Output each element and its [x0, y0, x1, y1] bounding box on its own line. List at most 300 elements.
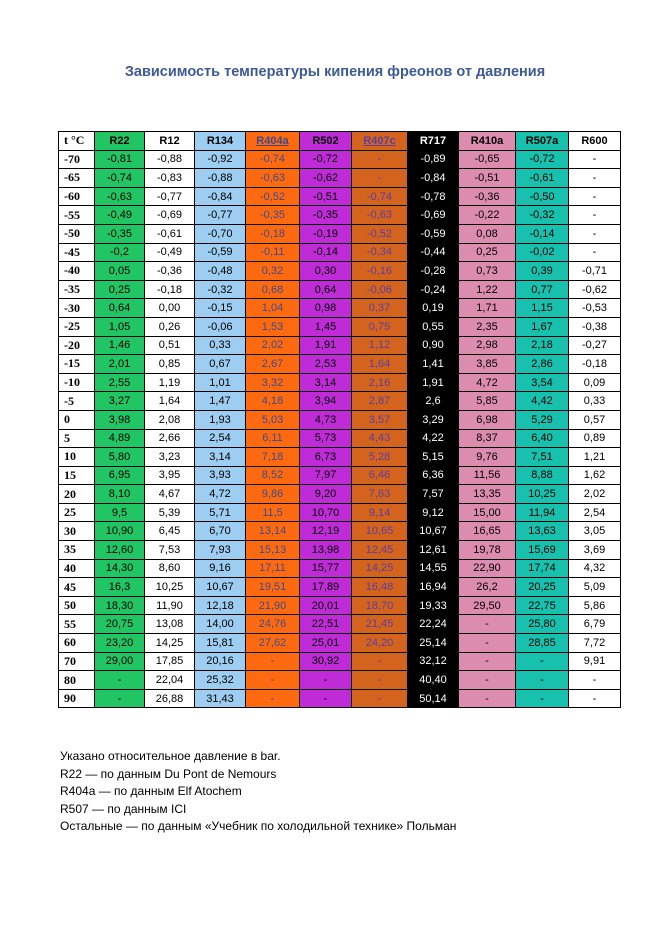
pressure-cell-r410a: 22,90	[459, 559, 516, 578]
pressure-cell-r404a: 24,76	[246, 615, 300, 634]
pressure-cell-r717: 4,22	[408, 429, 459, 448]
pressure-cell-r407c: 2,16	[352, 373, 408, 392]
pressure-cell-r404a: 17,11	[246, 559, 300, 578]
pressure-cell-r502: 12,19	[300, 522, 352, 541]
pressure-cell-r717: -0,24	[408, 280, 459, 299]
pressure-cell-r12: 26,88	[145, 689, 195, 708]
table-row	[59, 317, 621, 336]
pressure-cell-r502: 5,73	[300, 429, 352, 448]
pressure-cell-r502: -0,14	[300, 243, 352, 262]
temperature-cell: 0	[59, 410, 95, 429]
pressure-cell-r22: -0,49	[95, 206, 145, 225]
pressure-cell-r717: 25,14	[408, 634, 459, 653]
temperature-cell: -15	[59, 355, 95, 374]
temperature-cell: 70	[59, 652, 95, 671]
temperature-cell: -35	[59, 280, 95, 299]
pressure-cell-r22: 6,95	[95, 466, 145, 485]
pressure-cell-r134: -0,15	[195, 299, 246, 318]
pressure-cell-r407c: 5,28	[352, 448, 408, 467]
pressure-cell-r22: 1,46	[95, 336, 145, 355]
table-row	[59, 206, 621, 225]
pressure-cell-r12: 1,19	[145, 373, 195, 392]
pressure-cell-r12: 11,90	[145, 596, 195, 615]
table-row	[59, 466, 621, 485]
pressure-cell-r404a: 5,03	[246, 410, 300, 429]
pressure-cell-r502: 9,20	[300, 485, 352, 504]
pressure-cell-r507a: -0,72	[516, 150, 569, 169]
pressure-cell-r410a: -0,51	[459, 169, 516, 188]
pressure-cell-r717: 14,55	[408, 559, 459, 578]
pressure-cell-r12: 3,23	[145, 448, 195, 467]
pressure-cell-r600: -	[569, 671, 621, 690]
temperature-cell: 25	[59, 503, 95, 522]
pressure-cell-r22: 0,05	[95, 262, 145, 281]
pressure-cell-r12: -0,88	[145, 150, 195, 169]
pressure-cell-r407c: -	[352, 169, 408, 188]
pressure-cell-r407c: -0,16	[352, 262, 408, 281]
note-line: R404a — по данным Elf Atochem	[60, 784, 242, 798]
pressure-cell-r12: 6,45	[145, 522, 195, 541]
pressure-cell-r502: 17,89	[300, 578, 352, 597]
pressure-cell-r407c: 24,20	[352, 634, 408, 653]
pressure-cell-r410a: 13,35	[459, 485, 516, 504]
pressure-cell-r600: -	[569, 187, 621, 206]
pressure-cell-r502: 13,98	[300, 541, 352, 560]
pressure-cell-r502: -0,35	[300, 206, 352, 225]
pressure-cell-r717: 50,14	[408, 689, 459, 708]
table-row	[59, 522, 621, 541]
column-header-r600: R600	[569, 132, 621, 151]
pressure-cell-r410a: -	[459, 689, 516, 708]
pressure-cell-r407c: -0,34	[352, 243, 408, 262]
pressure-cell-r404a: 13,14	[246, 522, 300, 541]
table-row	[59, 243, 621, 262]
table-row	[59, 634, 621, 653]
pressure-cell-r404a: 3,32	[246, 373, 300, 392]
pressure-cell-r22: 16,3	[95, 578, 145, 597]
pressure-cell-r134: -0,92	[195, 150, 246, 169]
pressure-cell-r22: -0,2	[95, 243, 145, 262]
pressure-cell-r407c: -0,06	[352, 280, 408, 299]
pressure-cell-r134: 15,81	[195, 634, 246, 653]
pressure-cell-r407c: 0,37	[352, 299, 408, 318]
pressure-cell-r22: 2,01	[95, 355, 145, 374]
pressure-cell-r134: 1,01	[195, 373, 246, 392]
pressure-cell-r404a: 0,68	[246, 280, 300, 299]
pressure-cell-r407c: 2,87	[352, 392, 408, 411]
table-row	[59, 448, 621, 467]
pressure-cell-r507a: 8,88	[516, 466, 569, 485]
pressure-cell-r600: 1,21	[569, 448, 621, 467]
pressure-cell-r507a: 11,94	[516, 503, 569, 522]
pressure-cell-r600: 7,72	[569, 634, 621, 653]
table-row	[59, 336, 621, 355]
pressure-cell-r12: 0,26	[145, 317, 195, 336]
temperature-cell: -70	[59, 150, 95, 169]
pressure-cell-r600: -	[569, 689, 621, 708]
pressure-cell-r600: -	[569, 224, 621, 243]
pressure-cell-r507a: -0,14	[516, 224, 569, 243]
pressure-cell-r600: -0,18	[569, 355, 621, 374]
pressure-cell-r507a: -0,32	[516, 206, 569, 225]
pressure-cell-r12: -0,18	[145, 280, 195, 299]
pressure-cell-r22: -0,63	[95, 187, 145, 206]
pressure-cell-r717: 0,55	[408, 317, 459, 336]
pressure-cell-r410a: 4,72	[459, 373, 516, 392]
pressure-cell-r717: 0,19	[408, 299, 459, 318]
pressure-cell-r134: 1,93	[195, 410, 246, 429]
pressure-cell-r717: 1,91	[408, 373, 459, 392]
pressure-cell-r507a: 1,15	[516, 299, 569, 318]
column-header-r502: R502	[300, 132, 352, 151]
pressure-cell-r407c: 7,63	[352, 485, 408, 504]
pressure-cell-r717: 22,24	[408, 615, 459, 634]
pressure-cell-r507a: 10,25	[516, 485, 569, 504]
pressure-cell-r22: 29,00	[95, 652, 145, 671]
pressure-cell-r507a: 20,25	[516, 578, 569, 597]
pressure-cell-r600: 5,86	[569, 596, 621, 615]
pressure-table	[58, 131, 621, 708]
pressure-cell-r407c: 1,64	[352, 355, 408, 374]
temperature-cell: -60	[59, 187, 95, 206]
pressure-cell-r12: 7,53	[145, 541, 195, 560]
pressure-cell-r502: 20,01	[300, 596, 352, 615]
pressure-cell-r404a: 11,5	[246, 503, 300, 522]
pressure-cell-r407c: -0,74	[352, 187, 408, 206]
pressure-cell-r507a: -0,61	[516, 169, 569, 188]
pressure-cell-r134: -0,77	[195, 206, 246, 225]
pressure-cell-r22: 3,98	[95, 410, 145, 429]
temperature-cell: 55	[59, 615, 95, 634]
pressure-cell-r404a: 4,18	[246, 392, 300, 411]
pressure-cell-r410a: 2,98	[459, 336, 516, 355]
pressure-cell-r12: 5,39	[145, 503, 195, 522]
temperature-cell: -65	[59, 169, 95, 188]
table-row	[59, 299, 621, 318]
pressure-cell-r600: 0,57	[569, 410, 621, 429]
pressure-cell-r410a: -0,22	[459, 206, 516, 225]
pressure-cell-r134: -0,48	[195, 262, 246, 281]
table-row	[59, 652, 621, 671]
table-row	[59, 410, 621, 429]
pressure-cell-r407c: 6,46	[352, 466, 408, 485]
note-line: R507 — по данным ICI	[60, 801, 187, 816]
pressure-cell-r600: 2,02	[569, 485, 621, 504]
pressure-cell-r410a: 9,76	[459, 448, 516, 467]
temperature-cell: 60	[59, 634, 95, 653]
pressure-cell-r507a: 25,80	[516, 615, 569, 634]
pressure-cell-r22: 0,25	[95, 280, 145, 299]
pressure-cell-r134: -0,06	[195, 317, 246, 336]
pressure-cell-r507a: 0,39	[516, 262, 569, 281]
pressure-cell-r410a: 0,08	[459, 224, 516, 243]
pressure-cell-r407c: 3,57	[352, 410, 408, 429]
table-row	[59, 169, 621, 188]
pressure-cell-r600: -0,71	[569, 262, 621, 281]
pressure-cell-r22: -0,81	[95, 150, 145, 169]
table-row	[59, 373, 621, 392]
pressure-cell-r22: 5,80	[95, 448, 145, 467]
pressure-cell-r717: 12,61	[408, 541, 459, 560]
pressure-cell-r12: 22,04	[145, 671, 195, 690]
pressure-cell-r502: 7,97	[300, 466, 352, 485]
pressure-cell-r502: 10,70	[300, 503, 352, 522]
pressure-cell-r22: 12,60	[95, 541, 145, 560]
temperature-cell: -20	[59, 336, 95, 355]
pressure-cell-r12: -0,49	[145, 243, 195, 262]
pressure-cell-r600: 9,91	[569, 652, 621, 671]
pressure-cell-r404a: 9,86	[246, 485, 300, 504]
pressure-cell-r22: 1,05	[95, 317, 145, 336]
pressure-cell-r407c: -	[352, 652, 408, 671]
pressure-cell-r717: 7,57	[408, 485, 459, 504]
table-row	[59, 262, 621, 281]
pressure-cell-r12: 17,85	[145, 652, 195, 671]
pressure-cell-r600: 0,33	[569, 392, 621, 411]
pressure-cell-r600: 5,09	[569, 578, 621, 597]
pressure-cell-r404a: -	[246, 652, 300, 671]
pressure-cell-r404a: -0,18	[246, 224, 300, 243]
pressure-cell-r410a: 15,00	[459, 503, 516, 522]
pressure-cell-r507a: 0,77	[516, 280, 569, 299]
pressure-cell-r502: 0,30	[300, 262, 352, 281]
pressure-cell-r407c: 9,14	[352, 503, 408, 522]
table-row	[59, 392, 621, 411]
table-row	[59, 559, 621, 578]
pressure-cell-r600: 3,69	[569, 541, 621, 560]
corner-label: t °C	[59, 132, 95, 151]
pressure-cell-r134: 0,33	[195, 336, 246, 355]
pressure-cell-r410a: 0,25	[459, 243, 516, 262]
pressure-cell-r502: 15,77	[300, 559, 352, 578]
pressure-cell-r410a: 5,85	[459, 392, 516, 411]
pressure-cell-r717: 19,33	[408, 596, 459, 615]
pressure-cell-r502: 4,73	[300, 410, 352, 429]
pressure-cell-r502: -0,72	[300, 150, 352, 169]
pressure-cell-r717: -0,69	[408, 206, 459, 225]
pressure-cell-r404a: -0,35	[246, 206, 300, 225]
pressure-cell-r502: -0,62	[300, 169, 352, 188]
pressure-cell-r717: 0,90	[408, 336, 459, 355]
pressure-cell-r507a: -	[516, 652, 569, 671]
pressure-cell-r22: -0,35	[95, 224, 145, 243]
pressure-cell-r12: 10,25	[145, 578, 195, 597]
pressure-cell-r410a: 29,50	[459, 596, 516, 615]
pressure-cell-r717: -0,44	[408, 243, 459, 262]
pressure-cell-r410a: -0,65	[459, 150, 516, 169]
pressure-cell-r600: 1,62	[569, 466, 621, 485]
pressure-cell-r717: 3,29	[408, 410, 459, 429]
pressure-cell-r404a: -0,74	[246, 150, 300, 169]
pressure-cell-r502: 25,01	[300, 634, 352, 653]
pressure-cell-r407c: -0,63	[352, 206, 408, 225]
table-row	[59, 485, 621, 504]
pressure-cell-r410a: -	[459, 634, 516, 653]
pressure-cell-r22: -	[95, 689, 145, 708]
notes	[60, 748, 456, 836]
pressure-cell-r507a: 1,67	[516, 317, 569, 336]
pressure-cell-r410a: 16,65	[459, 522, 516, 541]
pressure-cell-r410a: 19,78	[459, 541, 516, 560]
pressure-cell-r410a: 6,98	[459, 410, 516, 429]
pressure-cell-r404a: 19,51	[246, 578, 300, 597]
pressure-cell-r410a: 1,71	[459, 299, 516, 318]
page-title: Зависимость температуры кипения фреонов от давления	[124, 64, 546, 80]
pressure-cell-r410a: 2,35	[459, 317, 516, 336]
pressure-cell-r404a: -	[246, 671, 300, 690]
pressure-cell-r410a: 0,73	[459, 262, 516, 281]
temperature-cell: -30	[59, 299, 95, 318]
temperature-cell: -45	[59, 243, 95, 262]
pressure-cell-r507a: 13,63	[516, 522, 569, 541]
pressure-cell-r134: -0,32	[195, 280, 246, 299]
pressure-cell-r134: 9,16	[195, 559, 246, 578]
pressure-cell-r717: 2,6	[408, 392, 459, 411]
column-header-r134: R134	[195, 132, 246, 151]
pressure-cell-r134: 0,67	[195, 355, 246, 374]
pressure-cell-r600: 0,09	[569, 373, 621, 392]
pressure-cell-r600: 0,89	[569, 429, 621, 448]
pressure-cell-r134: 12,18	[195, 596, 246, 615]
pressure-cell-r22: 3,27	[95, 392, 145, 411]
temperature-cell: -55	[59, 206, 95, 225]
pressure-cell-r404a: 1,53	[246, 317, 300, 336]
pressure-cell-r410a: 26,2	[459, 578, 516, 597]
pressure-cell-r600: -0,38	[569, 317, 621, 336]
pressure-cell-r717: 40,40	[408, 671, 459, 690]
pressure-cell-r404a: -0,11	[246, 243, 300, 262]
table-row	[59, 429, 621, 448]
pressure-cell-r507a: -0,50	[516, 187, 569, 206]
table-row	[59, 355, 621, 374]
pressure-cell-r502: -0,19	[300, 224, 352, 243]
pressure-cell-r507a: -	[516, 671, 569, 690]
pressure-cell-r407c: 10,65	[352, 522, 408, 541]
pressure-cell-r502: 6,73	[300, 448, 352, 467]
pressure-cell-r600: -	[569, 150, 621, 169]
pressure-cell-r12: 13,08	[145, 615, 195, 634]
note-line: Указано относительное давление в bar.	[60, 749, 281, 763]
pressure-cell-r407c: 1,12	[352, 336, 408, 355]
pressure-cell-r22: -	[95, 671, 145, 690]
table-row	[59, 150, 621, 169]
pressure-cell-r404a: -0,52	[246, 187, 300, 206]
pressure-cell-r502: 30,92	[300, 652, 352, 671]
table-row	[59, 615, 621, 634]
table-row	[59, 280, 621, 299]
pressure-cell-r22: -0,74	[95, 169, 145, 188]
pressure-cell-r22: 8,10	[95, 485, 145, 504]
pressure-cell-r600: -	[569, 169, 621, 188]
pressure-cell-r410a: 1,22	[459, 280, 516, 299]
pressure-cell-r407c: -0,52	[352, 224, 408, 243]
column-header-r12: R12	[145, 132, 195, 151]
pressure-cell-r410a: 8,37	[459, 429, 516, 448]
pressure-cell-r717: 9,12	[408, 503, 459, 522]
pressure-cell-r600: -0,53	[569, 299, 621, 318]
pressure-cell-r507a: 6,40	[516, 429, 569, 448]
pressure-cell-r507a: 15,69	[516, 541, 569, 560]
pressure-cell-r717: 16,94	[408, 578, 459, 597]
pressure-cell-r12: -0,69	[145, 206, 195, 225]
pressure-cell-r717: 1,41	[408, 355, 459, 374]
pressure-cell-r12: 4,67	[145, 485, 195, 504]
pressure-cell-r507a: 2,86	[516, 355, 569, 374]
pressure-cell-r404a: -0,63	[246, 169, 300, 188]
pressure-cell-r407c: -	[352, 689, 408, 708]
table-row	[59, 224, 621, 243]
pressure-cell-r502: 3,14	[300, 373, 352, 392]
pressure-cell-r600: -	[569, 206, 621, 225]
note-line: Остальные — по данным «Учебник по холодильной технике» Польман	[60, 819, 457, 833]
column-header-r410a: R410a	[459, 132, 516, 151]
pressure-cell-r12: 1,64	[145, 392, 195, 411]
pressure-cell-r407c: 12,45	[352, 541, 408, 560]
pressure-cell-r22: 23,20	[95, 634, 145, 653]
pressure-cell-r22: 4,89	[95, 429, 145, 448]
pressure-cell-r507a: 7,51	[516, 448, 569, 467]
pressure-cell-r12: -0,83	[145, 169, 195, 188]
temperature-cell: 20	[59, 485, 95, 504]
pressure-cell-r404a: 0,32	[246, 262, 300, 281]
pressure-cell-r600: -	[569, 243, 621, 262]
pressure-cell-r404a: 15,13	[246, 541, 300, 560]
pressure-cell-r134: 3,14	[195, 448, 246, 467]
pressure-cell-r717: -0,28	[408, 262, 459, 281]
pressure-cell-r410a: 3,85	[459, 355, 516, 374]
pressure-cell-r407c: 16,48	[352, 578, 408, 597]
pressure-cell-r134: 31,43	[195, 689, 246, 708]
pressure-cell-r134: 6,70	[195, 522, 246, 541]
pressure-cell-r404a: 21,90	[246, 596, 300, 615]
temperature-cell: -25	[59, 317, 95, 336]
pressure-cell-r134: -0,88	[195, 169, 246, 188]
pressure-cell-r407c: 14,25	[352, 559, 408, 578]
pressure-cell-r12: 3,95	[145, 466, 195, 485]
pressure-cell-r717: 10,67	[408, 522, 459, 541]
pressure-cell-r507a: 5,29	[516, 410, 569, 429]
pressure-cell-r717: 5,15	[408, 448, 459, 467]
column-header-r407c: R407c	[352, 132, 408, 151]
table-row	[59, 596, 621, 615]
pressure-cell-r502: 0,64	[300, 280, 352, 299]
pressure-cell-r410a: 11,56	[459, 466, 516, 485]
pressure-cell-r134: 20,16	[195, 652, 246, 671]
pressure-cell-r404a: 2,02	[246, 336, 300, 355]
pressure-cell-r507a: 4,42	[516, 392, 569, 411]
pressure-cell-r410a: -	[459, 615, 516, 634]
pressure-cell-r12: 14,25	[145, 634, 195, 653]
pressure-cell-r12: 0,85	[145, 355, 195, 374]
temperature-cell: 80	[59, 671, 95, 690]
pressure-cell-r502: 22,51	[300, 615, 352, 634]
pressure-cell-r404a: 2,67	[246, 355, 300, 374]
pressure-cell-r134: 4,72	[195, 485, 246, 504]
pressure-cell-r404a: 27,62	[246, 634, 300, 653]
column-header-r507a: R507a	[516, 132, 569, 151]
pressure-cell-r22: 2,55	[95, 373, 145, 392]
pressure-cell-r502: 3,94	[300, 392, 352, 411]
header-row	[59, 132, 621, 151]
pressure-cell-r717: -0,78	[408, 187, 459, 206]
note-line: R22 — по данным Du Pont de Nemours	[60, 766, 277, 781]
pressure-cell-r134: 14,00	[195, 615, 246, 634]
pressure-cell-r22: 0,64	[95, 299, 145, 318]
pressure-cell-r134: 1,47	[195, 392, 246, 411]
pressure-cell-r410a: -	[459, 652, 516, 671]
table-row	[59, 689, 621, 708]
temperature-cell: -50	[59, 224, 95, 243]
